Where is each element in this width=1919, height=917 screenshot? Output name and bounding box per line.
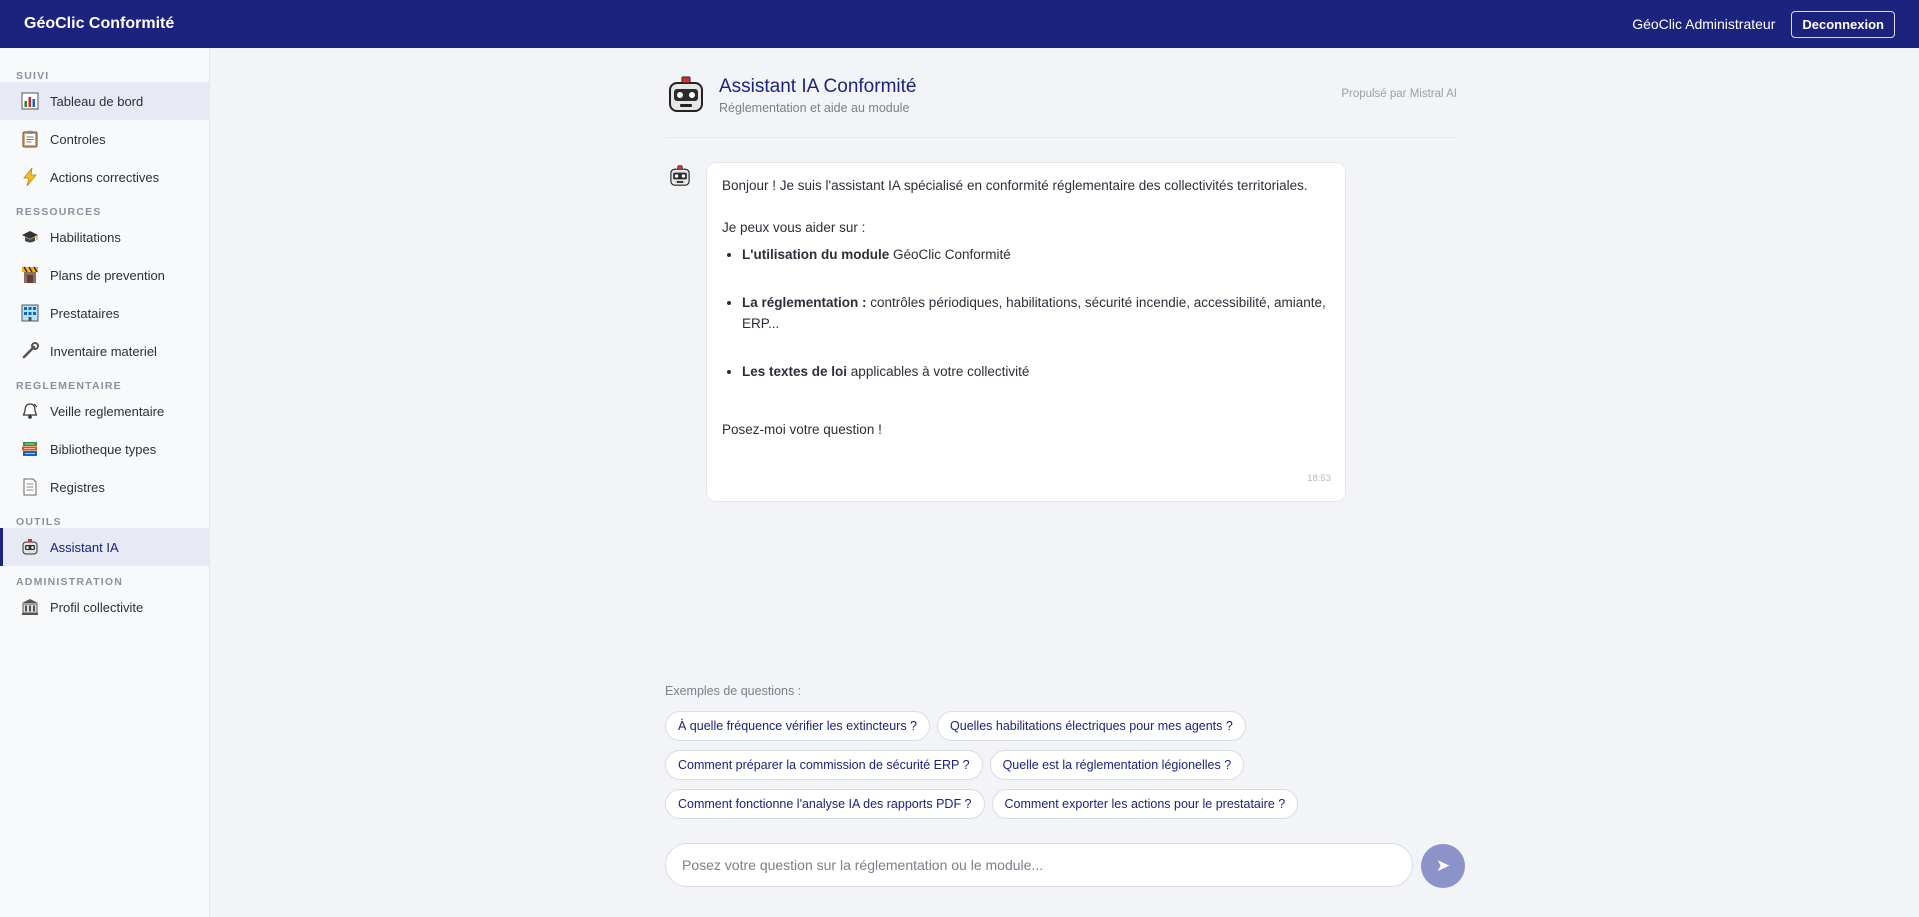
powered-by: Propulsé par Mistral AI <box>1341 88 1457 100</box>
robot-icon <box>665 74 707 116</box>
sidebar-item-registres[interactable] <box>0 468 209 506</box>
sidebar-item-label: Registres <box>50 479 105 495</box>
topbar-right <box>1632 11 1895 38</box>
chip-row <box>665 711 1465 741</box>
sidebar-item-label: Controles <box>50 131 106 147</box>
chat-title: Assistant IA Conformité <box>719 76 917 97</box>
list-item <box>742 361 1330 382</box>
message-bubble <box>706 162 1346 502</box>
bar-chart-icon <box>20 91 40 111</box>
list-item <box>742 244 1330 265</box>
app-brand[interactable]: GéoClic Conformité <box>24 15 175 32</box>
example-chip-habilitations[interactable]: Quelles habilitations électriques pour mes agents ? <box>937 711 1246 741</box>
sidebar-item-label: Veille reglementaire <box>50 403 165 419</box>
sidebar-section-reglementaire: REGLEMENTAIRE <box>16 380 122 392</box>
list-item <box>742 292 1330 334</box>
list-item-bold: Les textes de loi <box>742 364 848 379</box>
sidebar-section-suivi: SUIVI <box>16 70 50 82</box>
sidebar-item-actions-correctives[interactable] <box>0 158 209 196</box>
chip-row <box>665 750 1465 780</box>
sidebar-item-assistant-ia[interactable] <box>0 528 209 566</box>
list-item-bold: L'utilisation du module <box>742 247 890 262</box>
chat-subtitle: Réglementation et aide au module <box>719 101 910 115</box>
message-help-intro: Je peux vous aider sur : <box>722 220 866 235</box>
send-button[interactable] <box>1421 844 1465 888</box>
sidebar-item-habilitations[interactable] <box>0 218 209 256</box>
example-questions <box>665 711 1465 828</box>
robot-icon <box>668 164 692 188</box>
assistant-message <box>668 162 1346 502</box>
robot-icon <box>20 537 40 557</box>
examples-label: Exemples de questions : <box>665 684 802 698</box>
sidebar-item-prestataires[interactable] <box>0 294 209 332</box>
list-item-text: applicables à votre collectivité <box>847 364 1030 379</box>
example-chip-legionelles[interactable]: Quelle est la réglementation légionelles ? <box>990 750 1245 780</box>
sidebar-item-label: Inventaire materiel <box>50 343 157 359</box>
chat-input[interactable] <box>682 857 1396 873</box>
sidebar-item-bibliotheque-types[interactable] <box>0 430 209 468</box>
sidebar-item-inventaire-materiel[interactable] <box>0 332 209 370</box>
example-chip-extincteurs[interactable]: À quelle fréquence vérifier les extincteurs ? <box>665 711 930 741</box>
send-icon: ➤ <box>1435 856 1451 875</box>
sidebar-item-label: Prestataires <box>50 305 120 321</box>
example-chip-analyse-pdf[interactable]: Comment fonctionne l'analyse IA des rapports PDF ? <box>665 789 985 819</box>
message-list <box>722 244 1330 382</box>
sidebar-item-plans-de-prevention[interactable] <box>0 256 209 294</box>
user-name: GéoClic Administrateur <box>1632 16 1776 32</box>
example-chip-commission-erp[interactable]: Comment préparer la commission de sécurité ERP ? <box>665 750 983 780</box>
sidebar-item-controles[interactable] <box>0 120 209 158</box>
document-icon <box>20 477 40 497</box>
graduation-cap-icon <box>20 227 40 247</box>
list-item-text: contrôles périodiques, habilitations, sécurité incendie, accessibilité, amiante, ERP... <box>742 295 1326 331</box>
clipboard-icon <box>20 129 40 149</box>
sidebar-section-ressources: RESSOURCES <box>16 206 102 218</box>
sidebar-item-label: Bibliotheque types <box>50 441 157 457</box>
sidebar-section-outils: OUTILS <box>16 516 62 528</box>
bank-icon <box>20 597 40 617</box>
sidebar-item-profil-collectivite[interactable] <box>0 588 209 626</box>
sidebar-item-label: Actions correctives <box>50 169 160 185</box>
lightning-icon <box>20 167 40 187</box>
message-timestamp: 18:53 <box>1307 473 1331 484</box>
sidebar-item-label: Habilitations <box>50 229 121 245</box>
sidebar-item-veille-reglementaire[interactable] <box>0 392 209 430</box>
sidebar <box>0 48 210 917</box>
top-bar <box>0 0 1919 48</box>
construction-icon <box>20 265 40 285</box>
building-icon <box>20 303 40 323</box>
bell-icon <box>20 401 40 421</box>
sidebar-item-label: Tableau de bord <box>50 93 144 109</box>
chat-input-container <box>665 843 1413 887</box>
sidebar-item-label: Assistant IA <box>50 539 119 555</box>
message-intro: Bonjour ! Je suis l'assistant IA spécialisé en conformité réglementaire des collectivités territoriales. <box>722 178 1308 193</box>
books-icon <box>20 439 40 459</box>
sidebar-item-label: Profil collectivite <box>50 599 144 615</box>
message-closing: Posez-moi votre question ! <box>722 422 882 437</box>
list-item-bold: La réglementation : <box>742 295 867 310</box>
sidebar-section-administration: ADMINISTRATION <box>16 576 124 588</box>
chat-title-block <box>719 74 916 115</box>
chat-header <box>665 74 1457 138</box>
wrench-icon <box>20 341 40 361</box>
list-item-text: GéoClic Conformité <box>889 247 1011 262</box>
sidebar-item-tableau-de-bord[interactable] <box>0 82 209 120</box>
example-chip-export-actions[interactable]: Comment exporter les actions pour le prestataire ? <box>992 789 1299 819</box>
sidebar-item-label: Plans de prevention <box>50 267 165 283</box>
logout-button[interactable]: Deconnexion <box>1791 11 1895 38</box>
chip-row <box>665 789 1465 819</box>
